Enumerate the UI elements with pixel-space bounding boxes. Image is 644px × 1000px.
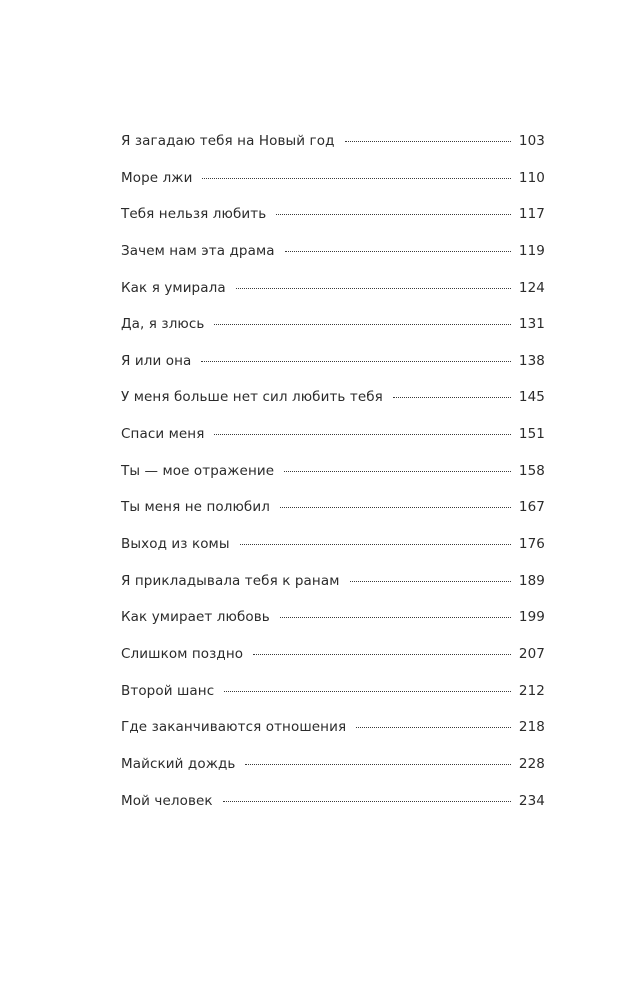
toc-entry-title: Майский дождь: [121, 755, 236, 772]
toc-entry[interactable]: [121, 316, 545, 353]
toc-entry[interactable]: [121, 499, 545, 536]
toc-entry[interactable]: [121, 756, 545, 793]
toc-entry[interactable]: [121, 719, 545, 756]
toc-entry[interactable]: [121, 646, 545, 683]
toc-entry-title: Мой человек: [121, 792, 213, 809]
toc-entry-page: 131: [518, 316, 545, 333]
dot-leader: [393, 396, 511, 398]
dot-leader: [236, 287, 511, 289]
toc-entry[interactable]: [121, 389, 545, 426]
toc-entry-title: Тебя нельзя любить: [121, 206, 267, 223]
toc-entry-page: 117: [518, 206, 545, 223]
toc-entry-title: Второй шанс: [121, 682, 215, 699]
toc-entry-page: 145: [518, 389, 545, 406]
toc-entry[interactable]: [121, 133, 545, 170]
toc-entry[interactable]: [121, 206, 545, 243]
toc-entry-page: 158: [518, 462, 545, 479]
toc-entry-title: Да, я злюсь: [121, 316, 205, 333]
toc-entry[interactable]: [121, 243, 545, 280]
toc-entry-page: 176: [518, 536, 545, 553]
toc-entry-page: 119: [518, 242, 545, 259]
toc-entry-page: 234: [518, 792, 545, 809]
dot-leader: [284, 470, 511, 472]
toc-entry-page: 124: [518, 279, 545, 296]
dot-leader: [253, 653, 511, 655]
dot-leader: [224, 690, 511, 692]
toc-entry-page: 207: [518, 645, 545, 662]
dot-leader: [356, 726, 511, 728]
toc-entry-page: 189: [518, 572, 545, 589]
toc-entry-page: 138: [518, 352, 545, 369]
toc-entry[interactable]: [121, 536, 545, 573]
dot-leader: [280, 616, 511, 618]
toc-entry-title: Как я умирала: [121, 279, 226, 296]
dot-leader: [350, 580, 511, 582]
toc-entry-title: Зачем нам эта драма: [121, 242, 275, 259]
toc-entry-page: 103: [518, 133, 545, 149]
toc-entry-title: Где заканчиваются отношения: [121, 719, 347, 736]
toc-entry[interactable]: [121, 426, 545, 463]
toc-entry-title: Я загадаю тебя на Новый год: [121, 133, 335, 149]
dot-leader: [202, 177, 510, 179]
toc-entry-title: Ты меня не полюбил: [121, 499, 270, 516]
dot-leader: [285, 250, 511, 252]
dot-leader: [201, 360, 511, 362]
toc-entry-title: Море лжи: [121, 169, 193, 186]
toc-entry[interactable]: [121, 609, 545, 646]
dot-leader: [345, 140, 511, 142]
dot-leader: [245, 763, 510, 765]
toc-entry[interactable]: [121, 463, 545, 500]
dot-leader: [240, 543, 511, 545]
toc-entry-title: У меня больше нет сил любить тебя: [121, 389, 383, 406]
toc-entry[interactable]: [121, 573, 545, 610]
toc-entry-page: 151: [518, 426, 545, 443]
toc-entry-title: Ты — мое отражение: [121, 462, 275, 479]
dot-leader: [214, 323, 510, 325]
toc-entry-page: 228: [518, 755, 545, 772]
toc-entry[interactable]: [121, 170, 545, 207]
toc-entry-title: Я или она: [121, 352, 192, 369]
toc-entry-page: 167: [518, 499, 545, 516]
toc-entry[interactable]: [121, 683, 545, 720]
toc-entry[interactable]: [121, 353, 545, 390]
table-of-contents: [121, 133, 545, 829]
toc-entry-page: 218: [518, 719, 545, 736]
toc-entry[interactable]: [121, 280, 545, 317]
toc-entry-title: Слишком поздно: [121, 645, 244, 662]
toc-entry-page: 199: [518, 609, 545, 626]
toc-entry[interactable]: [121, 793, 545, 830]
toc-entry-title: Выход из комы: [121, 536, 230, 553]
dot-leader: [223, 800, 511, 802]
toc-entry-title: Как умирает любовь: [121, 609, 270, 626]
dot-leader: [276, 213, 511, 215]
toc-entry-page: 212: [518, 682, 545, 699]
dot-leader: [280, 506, 511, 508]
toc-entry-title: Спаси меня: [121, 426, 205, 443]
dot-leader: [214, 433, 510, 435]
toc-entry-page: 110: [518, 169, 545, 186]
toc-entry-title: Я прикладывала тебя к ранам: [121, 572, 340, 589]
